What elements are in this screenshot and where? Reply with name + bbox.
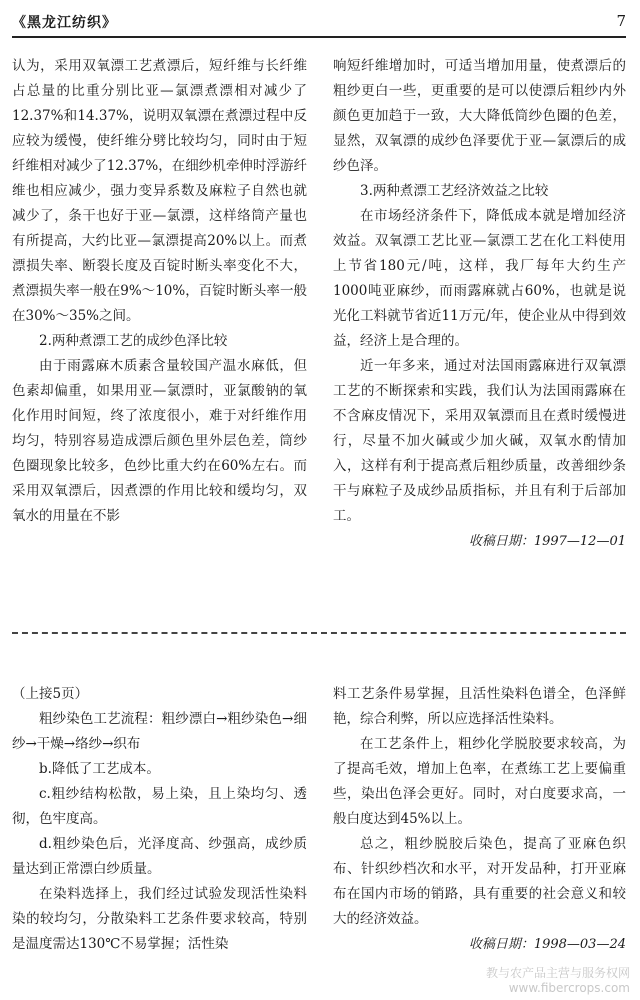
list-item: d.粗纱染色后，光泽度高、纱强高，成纱质量达到正常漂白纱质量。 [12, 836, 307, 877]
paragraph: 在市场经济条件下，降低成本就是增加经济效益。双氧漂工艺比亚—氯漂工艺在化工料使用上节省180元/吨，这样，我厂每年大约生产1000吨亚麻纱，而雨露麻就占60%，也就是说光化工料就节省近11万元/年，使企业从中得到效益，经济上是合理的。 [333, 208, 626, 349]
watermark-line-1: 教与农产品主营与服务权网 [485, 966, 630, 980]
paragraph: 由于雨露麻木质素含量较国产温水麻低，但色素却偏重，如果用亚—氯漂时，亚氯酸钠的氧化作用时间短，终了浓度很小，难于对纤维作用均匀，特别容易造成漂后颜色里外层色差，筒纱色圈现象比较多，色纱比重大约在60%左右。而采用双氧漂后，因煮漂的作用比较和缓均匀，双氧水的用量在不影 [12, 358, 307, 524]
page-number: 7 [616, 12, 626, 30]
upper-left-column [12, 54, 307, 529]
lower-left-column [12, 682, 307, 957]
section-heading: 3.两种煮漂工艺经济效益之比较 [360, 183, 549, 199]
section-heading: 2.两种煮漂工艺的成纱色泽比较 [39, 333, 228, 349]
watermark [486, 966, 630, 996]
header-rule [12, 36, 626, 38]
received-date: 收稿日期：1998—03—24 [468, 937, 626, 952]
paragraph: 在染料选择上，我们经过试验发现活性染料染的较均匀，分散染料工艺条件要求较高，特别是温度需达130℃不易掌握；活性染 [12, 886, 307, 952]
paragraph: 料工艺条件易掌握，且活性染料色谱全，色泽鲜艳，综合利弊，所以应选择活性染料。 [333, 686, 626, 727]
watermark-url: www.fibercrops.com [508, 981, 630, 995]
received-date: 收稿日期：1997—12—01 [468, 534, 626, 549]
list-item: b.降低了工艺成本。 [39, 761, 160, 777]
paragraph: 在工艺条件上，粗纱化学脱胶要求较高，为了提高毛效，增加上色率，在煮练工艺上要偏重些，染出色泽会更好。同时，对白度要求高，一般白度达到45%以上。 [333, 736, 626, 827]
section-divider [12, 632, 626, 634]
paragraph: 总之，粗纱脱胶后染色，提高了亚麻色织布、针织纱档次和水平，对开发品种，打开亚麻布在国内市场的销路，具有重要的社会意义和较大的经济效益。 [333, 836, 626, 927]
paragraph: 粗纱染色工艺流程：粗纱漂白→粗纱染色→细纱→干燥→络纱→织布 [12, 711, 307, 752]
lower-right-column [333, 682, 626, 957]
page-header [12, 8, 626, 34]
paragraph: 响短纤维增加时，可适当增加用量，使煮漂后的粗纱更白一些，更重要的是可以使漂后粗纱内外颜色更加趋于一致，大大降低筒纱色圈的色差，显然，双氧漂的成纱色泽要优于亚—氯漂后的成纱色泽。 [333, 58, 626, 174]
paragraph: 认为，采用双氧漂工艺煮漂后，短纤维与长纤维占总量的比重分别比亚—氯漂煮漂相对减少了12.37%和14.37%，说明双氧漂在煮漂过程中反应较为缓慢，使纤维分劈比较均匀，同时由于短纤维相对减少了12.37%，在细纱机牵伸时浮游纤维也相应减少，强力变异系数及麻粒子自然也就减少了，条干也好于亚—氯漂，这样络筒产量也有所提高，大约比亚—氯漂提高20%以上。而煮漂损失率、断裂长度及百锭时断头率变化不大，煮漂损失率一般在9%～10%，百锭时断头率一般在30%～35%之间。 [12, 58, 307, 324]
paragraph: 近一年多来，通过对法国雨露麻进行双氧漂工艺的不断探索和实践，我们认为法国雨露麻在不含麻皮情况下，采用双氧漂而且在煮时缓慢进行，尽量不加火碱或少加火碱，双氧水酌情加入，这样有利于提高煮后粗纱质量，改善细纱条干与麻粒子及成纱品质指标，并且有利于后部加工。 [333, 358, 626, 524]
continued-note: （上接5页） [12, 686, 89, 702]
list-item: c.粗纱结构松散，易上染，且上染均匀、透彻，色牢度高。 [12, 786, 307, 827]
upper-right-column [333, 54, 626, 554]
journal-title: 《黑龙江纺织》 [12, 15, 117, 31]
